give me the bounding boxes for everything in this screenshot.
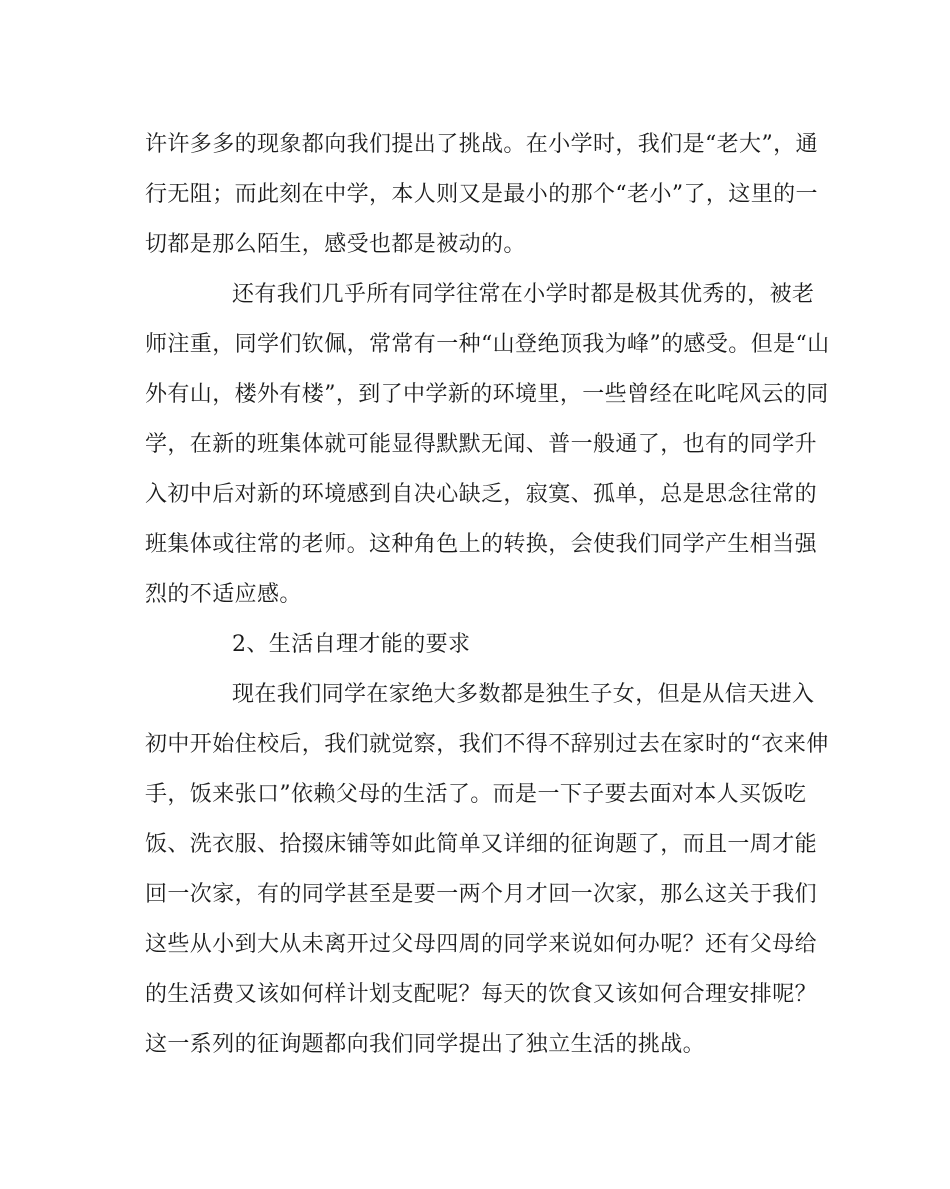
body-text-line: 师注重，同学们钦佩，常常有一种“山登绝顶我为峰”的感受。但是“山 — [145, 332, 830, 357]
body-text-line: 手，饭来张口”依赖父母的生活了。而是一下子要去面对本人买饭吃 — [145, 782, 807, 807]
body-text-line: 的生活费又该如何样计划支配呢？每天的饮食又该如何合理安排呢？ — [145, 982, 818, 1007]
body-text-line: 还有我们几乎所有同学往常在小学时都是极其优秀的，被老 — [232, 282, 815, 307]
body-text-line: 初中开始住校后，我们就觉察，我们不得不辞别过去在家时的“衣来伸 — [145, 732, 829, 757]
body-text-line: 饭、洗衣服、拾掇床铺等如此简单又详细的征询题了，而且一周才能 — [145, 832, 818, 857]
body-text-line: 入初中后对新的环境感到自决心缺乏，寂寞、孤单，总是思念往常的 — [145, 482, 818, 507]
body-text-line: 烈的不适应感。 — [145, 582, 302, 607]
body-text-line: 这一系列的征询题都向我们同学提出了独立生活的挑战。 — [145, 1032, 706, 1057]
body-text-line: 回一次家，有的同学甚至是要一两个月才回一次家，那么这关于我们 — [145, 882, 818, 907]
body-text-line: 行无阻；而此刻在中学，本人则又是最小的那个“老小”了，这里的一 — [145, 182, 818, 207]
body-text-line: 学，在新的班集体就可能显得默默无闻、普一般通了，也有的同学升 — [145, 432, 818, 457]
body-text-line: 许许多多的现象都向我们提出了挑战。在小学时，我们是“老大”，通 — [145, 132, 818, 157]
body-text-line: 现在我们同学在家绝大多数都是独生子女，但是从信天进入 — [232, 682, 815, 707]
body-text-line: 这些从小到大从未离开过父母四周的同学来说如何办呢？还有父母给 — [145, 932, 818, 957]
body-text-line: 班集体或往常的老师。这种角色上的转换，会使我们同学产生相当强 — [145, 532, 818, 557]
body-text-line: 外有山，楼外有楼”，到了中学新的环境里，一些曾经在叱咤风云的同 — [145, 382, 829, 407]
section-heading: 2、生活自理才能的要求 — [232, 632, 471, 657]
body-text-line: 切都是那么陌生，感受也都是被动的。 — [145, 232, 526, 257]
